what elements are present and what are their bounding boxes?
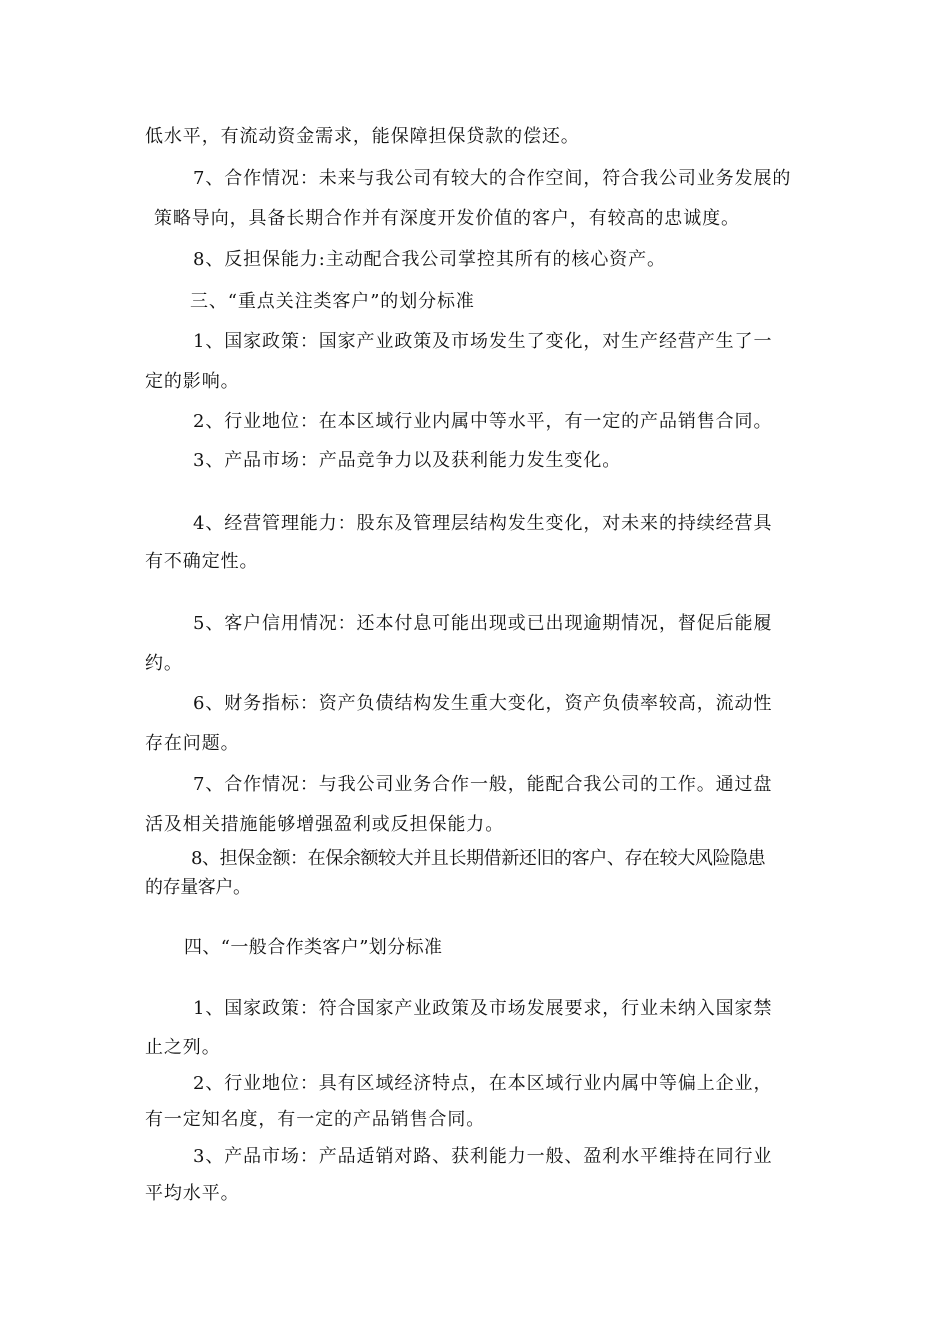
section-heading: 四、“一般合作类客户”划分标准	[184, 937, 443, 958]
section-heading: 三、“重点关注类客户”的划分标准	[190, 291, 475, 312]
text-line: 止之列。	[145, 1037, 221, 1058]
text-line: 7、合作情况：未来与我公司有较大的合作空间，符合我公司业务发展的	[193, 168, 792, 189]
text-line: 8、反担保能力:主动配合我公司掌控其所有的核心资产。	[193, 249, 666, 270]
text-line: 7、合作情况：与我公司业务合作一般，能配合我公司的工作。通过盘	[193, 774, 773, 795]
text-line: 2、行业地位：在本区域行业内属中等水平，有一定的产品销售合同。	[193, 411, 773, 432]
text-line: 3、产品市场：产品竞争力以及获利能力发生变化。	[193, 450, 622, 471]
text-line: 约。	[145, 653, 183, 674]
text-line: 策略导向，具备长期合作并有深度开发价值的客户，有较高的忠诚度。	[154, 208, 740, 229]
text-line: 低水平，有流动资金需求，能保障担保贷款的偿还。	[145, 126, 580, 147]
text-line: 存在问题。	[145, 733, 240, 754]
text-line: 5、客户信用情况：还本付息可能出现或已出现逾期情况，督促后能履	[193, 613, 773, 634]
text-line: 定的影响。	[145, 371, 240, 392]
text-line: 有不确定性。	[145, 551, 259, 572]
text-line: 活及相关措施能够增强盈利或反担保能力。	[145, 814, 505, 835]
text-line: 的存量客户。	[145, 877, 251, 898]
text-line: 8、担保金额：在保余额较大并且长期借新还旧的客户、存在较大风险隐患	[191, 848, 766, 869]
text-line: 1、国家政策：国家产业政策及市场发生了变化，对生产经营产生了一	[193, 331, 773, 352]
text-line: 6、财务指标：资产负债结构发生重大变化，资产负债率较高，流动性	[193, 693, 773, 714]
text-line: 3、产品市场：产品适销对路、获利能力一般、盈利水平维持在同行业	[193, 1146, 773, 1167]
text-line: 有一定知名度，有一定的产品销售合同。	[145, 1109, 486, 1130]
text-line: 平均水平。	[145, 1183, 240, 1204]
text-line: 2、行业地位：具有区域经济特点，在本区域行业内属中等偏上企业，	[193, 1073, 773, 1094]
text-line: 4、经营管理能力：股东及管理层结构发生变化，对未来的持续经营具	[193, 513, 773, 534]
text-line: 1、国家政策：符合国家产业政策及市场发展要求，行业未纳入国家禁	[193, 998, 773, 1019]
